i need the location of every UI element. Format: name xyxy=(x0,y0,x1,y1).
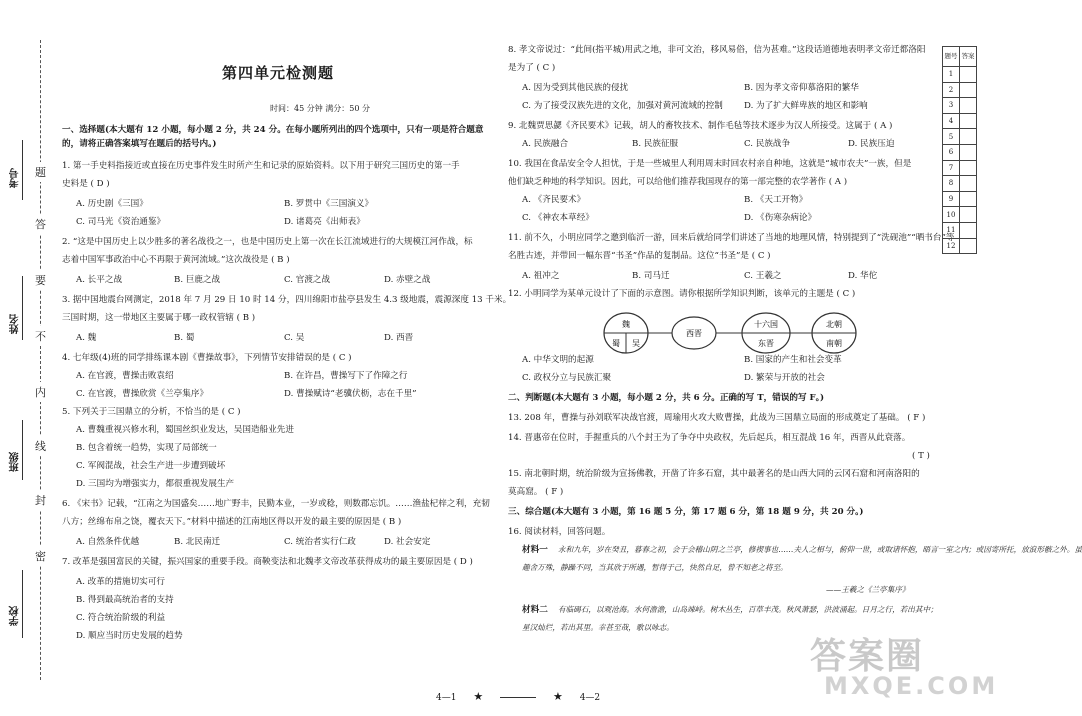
class-label: 班级 xyxy=(10,452,21,472)
answer-cell[interactable] xyxy=(960,82,977,98)
seal-char: 题 xyxy=(34,162,47,182)
option: D. 为了扩大鲜卑族的地区和影响 xyxy=(744,101,868,111)
question-13: 13. 208 年，曹操与孙刘联军决战官渡，周瑜用火攻大败曹操，此战为三国鼎立局面的形成奠定了基础。 ( F ) xyxy=(508,413,926,423)
question-14: 14. 晋惠帝在位时，手握重兵的八个封王为了争夺中央政权，先后起兵，相互混战 16 年，西晋从此衰落。 xyxy=(508,433,911,443)
material-2-text: 有临碣石，以观沧海。水何澹澹，山岛竦峙。树木丛生，百草丰茂。秋风萧瑟，洪波涌起。日月之行，若出其中； xyxy=(558,605,938,614)
option: A. 自然条件优越 xyxy=(76,537,140,547)
answer-row-number: 5 xyxy=(943,129,960,145)
seal-char: 密 xyxy=(34,546,47,566)
option: B. 北民南迁 xyxy=(174,537,221,547)
answer-row-number: 4 xyxy=(943,113,960,129)
option: C. 在官渡，曹操欣赏《兰亭集序》 xyxy=(76,389,209,399)
option: B. 得到最高统治者的支持 xyxy=(76,595,174,605)
question-15: 15. 南北朝时期，统治阶级为宣扬佛教，开凿了许多石窟，其中最著名的是山西大同的云冈石窟和河南洛阳的 xyxy=(508,469,920,479)
option: B. 《天工开物》 xyxy=(744,195,808,205)
seal-char: 封 xyxy=(34,490,47,510)
option: B. 国家的产生和社会变革 xyxy=(744,355,842,365)
option: D. 华佗 xyxy=(848,271,878,281)
seal-char: 答 xyxy=(34,214,47,234)
answer-row-number: 6 xyxy=(943,144,960,160)
dynasty-diagram xyxy=(600,310,860,359)
option: B. 巨鹿之战 xyxy=(174,275,221,285)
dynasty-diagram-svg xyxy=(600,310,860,356)
option: B. 在许昌，曹操写下了作障之行 xyxy=(284,371,408,381)
exam-number-label: 考号 xyxy=(10,168,21,188)
question-1-cont: 史料是 ( D ) xyxy=(62,179,110,189)
material-2-text-cont: 星汉灿烂，若出其里。幸甚至哉，歌以咏志。 xyxy=(522,623,674,632)
school-field[interactable] xyxy=(22,570,23,638)
question-11: 11. 前不久，小明应同学之邀到临沂一游，回来后就给同学们讲述了当地的地理风情，特别提到了“洗砚池”“晒书台”等 xyxy=(508,233,955,243)
label-wu: 吴 xyxy=(632,339,640,348)
option: C. 为了接受汉族先进的文化，加强对黄河流域的控制 xyxy=(522,101,723,111)
question-9: 9. 北魏贾思勰《齐民要术》记载，胡人的畜牧技术、制作毛毡等技术逐步为汉人所接受。这属于 ( A ) xyxy=(508,121,893,131)
option: C. 军阀混战，社会生产进一步遭到破坏 xyxy=(76,461,226,471)
answer-cell[interactable] xyxy=(960,113,977,129)
question-3: 3. 据中国地震台网测定，2018 年 7 月 29 日 10 时 14 分，四川绵阳市盐亭县发生 4.3 级地震，震源深度 13 千米。 xyxy=(62,295,512,305)
question-2-cont: 志着中国军事政治中心不再限于黄河流域。”这次战役是 ( B ) xyxy=(62,255,290,265)
option: D. 繁荣与开放的社会 xyxy=(744,373,825,383)
answer-table-header-answer: 答案 xyxy=(960,47,977,67)
option: B. 司马迁 xyxy=(632,271,670,281)
option: D. 社会安定 xyxy=(384,537,431,547)
option: B. 蜀 xyxy=(174,333,195,343)
option: A. 魏 xyxy=(76,333,97,343)
section1-heading-cont: 的，请将正确答案填写在题后的括号内。) xyxy=(62,139,217,149)
option: C. 王羲之 xyxy=(744,271,782,281)
option: C. 政权分立与民族汇聚 xyxy=(522,373,612,383)
seal-char: 内 xyxy=(34,382,47,402)
page-footer xyxy=(436,690,600,703)
label-beichao: 北朝 xyxy=(826,320,842,329)
label-wei: 魏 xyxy=(622,320,630,329)
question-7: 7. 改革是强国富民的关键，振兴国家的重要手段。商鞅变法和北魏孝文帝改革获得成功的最主要原因是 ( D ) xyxy=(62,557,473,567)
binding-strip xyxy=(0,0,62,716)
section3-heading: 三、综合题(本大题有 3 小题，第 16 题 5 分，第 17 题 6 分，第 18 题 9 分，共 20 分。) xyxy=(508,507,864,517)
seal-char: 要 xyxy=(34,270,47,290)
answer-row-number: 12 xyxy=(943,238,960,254)
question-6: 6. 《宋书》记载，“江南之为国盛矣……地广野丰，民勤本业，一岁或稔，则数郡忘饥。……渔盐杞梓之利，充韧 xyxy=(62,499,490,509)
option: D. 三国均为增强实力，都很重视发展生产 xyxy=(76,479,235,489)
question-16: 16. 阅读材料，回答问题。 xyxy=(508,527,611,537)
question-4: 4. 七年级(4)班的同学排练课本剧《曹操故事》，下列情节安排错误的是 ( C ) xyxy=(62,353,352,363)
option: A. 在官渡，曹操击败袁绍 xyxy=(76,371,174,381)
question-11-cont: 名胜古迹，并带回一幅东晋“书圣”作品的复制品。这位“书圣”是 ( C ) xyxy=(508,251,771,261)
option: D. 《伤寒杂病论》 xyxy=(744,213,817,223)
page-title: 第四单元检测题 xyxy=(222,64,335,82)
option: A. 曹魏重视兴修水利，蜀国丝织业发达，吴国造船业先进 xyxy=(76,425,294,435)
option: A. 因为受到其他民族的侵扰 xyxy=(522,83,629,93)
option: C. 《神农本草经》 xyxy=(522,213,594,223)
option: D. 曹操赋诗“老骥伏枥，志在千里” xyxy=(284,389,417,399)
question-6-cont: 八方；丝绵布帛之饶，覆衣天下。”材料中描述的江南地区得以开发的最主要的原因是 ( B ) xyxy=(62,517,402,527)
material-1-source: ——王羲之《兰亭集序》 xyxy=(826,585,910,594)
watermark-url: MXQE.COM xyxy=(824,672,999,700)
star-icon: ★ xyxy=(473,690,484,703)
question-1: 1. 第一手史料指接近或直接在历史事件发生时所产生和记录的原始资料。以下用于研究三国历史的第一手 xyxy=(62,161,460,171)
answer-row-number: 3 xyxy=(943,98,960,114)
option: A. 历史剧《三国》 xyxy=(76,199,148,209)
option: B. 民族征服 xyxy=(632,139,679,149)
answer-row-number: 1 xyxy=(943,67,960,83)
option: A. 民族融合 xyxy=(522,139,569,149)
answer-table-header-number: 题号 xyxy=(943,47,960,67)
label-dongjin: 东晋 xyxy=(758,339,774,348)
time-score: 时间：45 分钟 满分：50 分 xyxy=(270,104,370,113)
option: C. 统治者实行仁政 xyxy=(284,537,356,547)
seal-char: 不 xyxy=(34,326,47,346)
answer-row-number: 10 xyxy=(943,207,960,223)
answer-table xyxy=(942,46,977,254)
answer-cell[interactable] xyxy=(960,67,977,83)
answer-row-number: 7 xyxy=(943,160,960,176)
name-label: 姓名 xyxy=(10,314,21,334)
answer-cell[interactable] xyxy=(960,222,977,238)
question-8: 8. 孝文帝说过：“此间(指平城)用武之地，非可文治，移风易俗，信为甚难。”这段话道德地表明孝文帝迁都洛阳 xyxy=(508,45,926,55)
material-1-text-cont: 趣舍万殊，静躁不同，当其欣于所遇，暂得于己，快然自足，曾不知老之将至。 xyxy=(522,563,788,572)
seal-char: 线 xyxy=(34,436,47,456)
answer-row-number: 9 xyxy=(943,191,960,207)
answer-cell[interactable] xyxy=(960,191,977,207)
option: B. 罗贯中《三国演义》 xyxy=(284,199,374,209)
watermark-logo: 答案圈 xyxy=(810,636,925,677)
question-10: 10. 我国在食品安全令人担忧，于是一些城里人利用周末时回农村亲自种地，这就是“城市农夫”一族，但是 xyxy=(508,159,912,169)
answer-row-number: 2 xyxy=(943,82,960,98)
option: A. 《齐民要术》 xyxy=(522,195,586,205)
answer-row-number: 11 xyxy=(943,222,960,238)
section1-heading: 一、选择题(本大题有 12 小题，每小题 2 分，共 24 分。在每小题所列出的四个选项中，只有一项是符合题意 xyxy=(62,125,484,135)
answer-cell[interactable] xyxy=(960,160,977,176)
material-1-label: 材料一 xyxy=(522,545,548,555)
label-nanchao: 南朝 xyxy=(826,339,842,348)
answer-cell[interactable] xyxy=(960,238,977,254)
label-shiliuguo: 十六国 xyxy=(754,320,778,329)
option: A. 中华文明的起源 xyxy=(522,355,594,365)
question-5: 5. 下列关于三国鼎立的分析，不恰当的是 ( C ) xyxy=(62,407,241,417)
name-field[interactable] xyxy=(22,276,23,340)
exam-number-field[interactable] xyxy=(22,140,23,200)
option: D. 顺应当时历史发展的趋势 xyxy=(76,631,183,641)
school-label: 学校 xyxy=(10,606,21,626)
option: C. 司马光《资治通鉴》 xyxy=(76,217,166,227)
answer-cell[interactable] xyxy=(960,207,977,223)
label-shu: 蜀 xyxy=(612,339,620,348)
option: A. 祖冲之 xyxy=(522,271,560,281)
answer-cell[interactable] xyxy=(960,176,977,192)
question-14-answer: ( T ) xyxy=(912,451,930,461)
material-1-text: 永和九年，岁在癸丑，暮春之初，会于会稽山阴之兰亭，修禊事也……夫人之相与，俯仰一世，或取诸怀抱，晤言一室之内；或因寄所托，放浪形骸之外。虽 xyxy=(558,545,1082,554)
option: D. 诸葛亮《出师表》 xyxy=(284,217,365,227)
option: C. 民族战争 xyxy=(744,139,791,149)
page-number-left: 4—1 xyxy=(436,693,457,703)
label-xijin: 西晋 xyxy=(686,329,702,338)
class-field[interactable] xyxy=(22,420,23,480)
option: C. 官渡之战 xyxy=(284,275,331,285)
question-8-cont: 是为了 ( C ) xyxy=(508,63,556,73)
answer-cell[interactable] xyxy=(960,129,977,145)
option: C. 吴 xyxy=(284,333,305,343)
option: B. 包含着统一趋势，实现了局部统一 xyxy=(76,443,217,453)
star-icon: ★ xyxy=(552,690,563,703)
material-2-label: 材料二 xyxy=(522,605,548,615)
footer-rule xyxy=(500,697,536,698)
question-2: 2. “这是中国历史上以少胜多的著名战役之一，也是中国历史上第一次在长江流域进行的大规模江河作战，标 xyxy=(62,237,473,247)
option: D. 西晋 xyxy=(384,333,414,343)
option: A. 改革的措施切实可行 xyxy=(76,577,166,587)
option: A. 长平之战 xyxy=(76,275,123,285)
answer-row-number: 8 xyxy=(943,176,960,192)
seal-line xyxy=(40,40,41,680)
question-15-cont: 莫高窟。 ( F ) xyxy=(508,487,564,497)
option: C. 符合统治阶级的利益 xyxy=(76,613,166,623)
option: D. 民族压迫 xyxy=(848,139,895,149)
option: B. 因为孝文帝仰慕洛阳的繁华 xyxy=(744,83,859,93)
question-12: 12. 小明同学为某单元设计了下面的示意图。请你根据所学知识判断，该单元的主题是 ( C ) xyxy=(508,289,856,299)
question-3-cont: 三国时期，这一带地区主要属于哪一政权管辖 ( B ) xyxy=(62,313,256,323)
answer-cell[interactable] xyxy=(960,98,977,114)
option: D. 赤壁之战 xyxy=(384,275,431,285)
answer-cell[interactable] xyxy=(960,144,977,160)
section2-heading: 二、判断题(本大题有 3 小题，每小题 2 分，共 6 分。正确的写 T，错误的写 F。) xyxy=(508,393,825,403)
page-number-right: 4—2 xyxy=(579,693,601,703)
question-10-cont: 他们缺乏种地的科学知识。因此，可以给他们推荐我国现存的第一部完整的农学著作 ( A ) xyxy=(508,177,848,187)
